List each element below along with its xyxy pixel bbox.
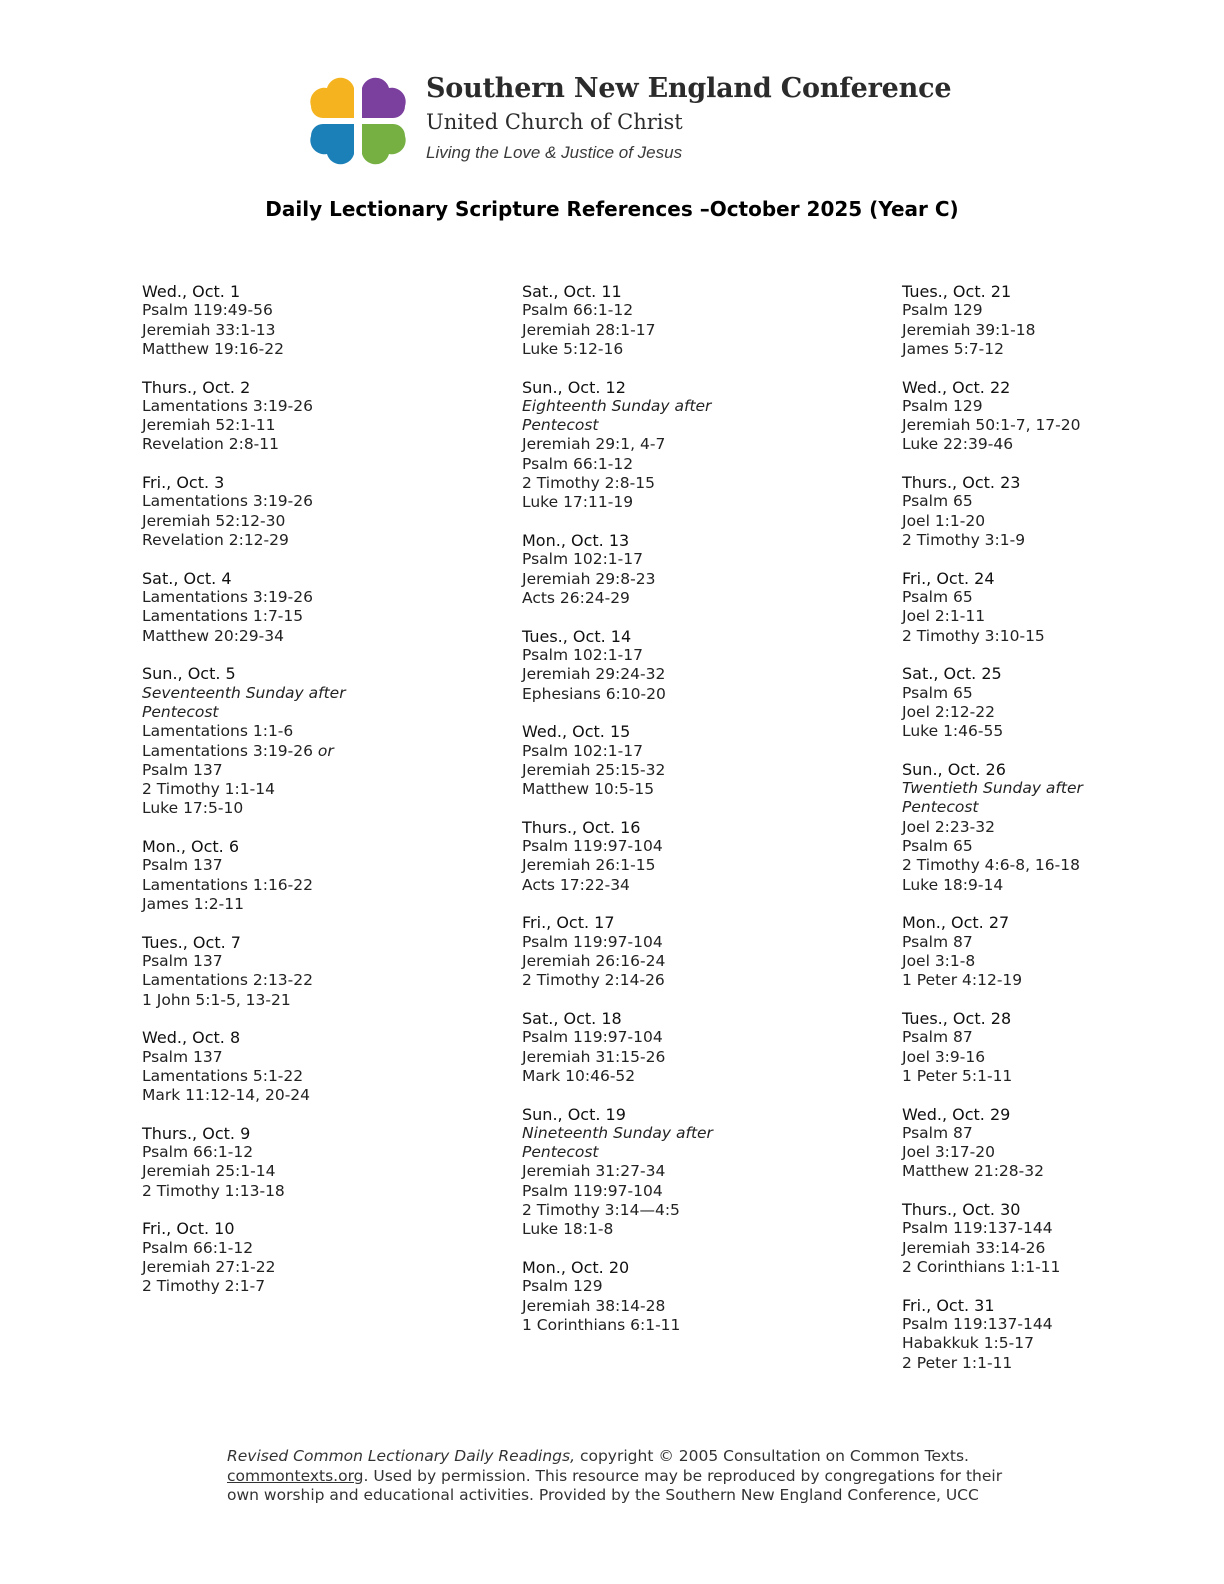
scripture-reference: Joel 3:17-20 bbox=[902, 1143, 995, 1162]
scripture-reference: Luke 5:12-16 bbox=[522, 339, 624, 358]
day-entry bbox=[522, 818, 862, 895]
footer-source-title: Revised Common Lectionary Daily Readings, bbox=[227, 1447, 576, 1465]
day-heading: Thurs., Oct. 16 bbox=[522, 817, 641, 837]
scripture-reference: Matthew 20:29-34 bbox=[142, 626, 284, 645]
day-heading: Wed., Oct. 8 bbox=[142, 1028, 241, 1048]
scripture-reference: Joel 3:1-8 bbox=[902, 951, 976, 970]
scripture-reference: Psalm 137 bbox=[142, 951, 223, 970]
scripture-reference: Psalm 66:1-12 bbox=[142, 1143, 254, 1162]
day-heading: Mon., Oct. 27 bbox=[902, 913, 1010, 933]
day-heading: Mon., Oct. 20 bbox=[522, 1257, 630, 1277]
day-heading: Thurs., Oct. 2 bbox=[142, 377, 251, 397]
scripture-reference: Psalm 119:137-144 bbox=[902, 1314, 1053, 1333]
scripture-reference: Lamentations 3:19-26 bbox=[142, 588, 313, 607]
scripture-reference: Joel 3:9-16 bbox=[902, 1047, 986, 1066]
scripture-reference: Psalm 137 bbox=[142, 856, 223, 875]
scripture-reference: Lamentations 1:1-6 bbox=[142, 722, 294, 741]
scripture-reference: 2 Timothy 2:14-26 bbox=[522, 971, 665, 990]
day-entry bbox=[522, 1009, 862, 1086]
day-heading: Tues., Oct. 28 bbox=[902, 1008, 1012, 1028]
day-heading: Sun., Oct. 12 bbox=[522, 377, 626, 397]
scripture-reference: 1 Peter 5:1-11 bbox=[902, 1066, 1013, 1085]
scripture-reference: Psalm 66:1-12 bbox=[142, 1238, 254, 1257]
day-heading: Wed., Oct. 29 bbox=[902, 1104, 1011, 1124]
day-entry bbox=[902, 664, 1224, 741]
day-heading: Thurs., Oct. 9 bbox=[142, 1123, 251, 1143]
day-heading: Tues., Oct. 7 bbox=[142, 932, 241, 952]
day-entry bbox=[522, 1105, 862, 1240]
scripture-reference: 1 Corinthians 6:1-11 bbox=[522, 1315, 681, 1334]
scripture-reference: Jeremiah 31:15-26 bbox=[522, 1047, 666, 1066]
day-entry bbox=[902, 1296, 1224, 1373]
day-entry bbox=[902, 1105, 1224, 1182]
liturgical-day-note: Pentecost bbox=[902, 798, 979, 817]
scripture-reference: 2 Timothy 1:1-14 bbox=[142, 780, 275, 799]
scripture-reference: Jeremiah 29:24-32 bbox=[522, 665, 666, 684]
scripture-reference: Ephesians 6:10-20 bbox=[522, 684, 666, 703]
scripture-reference: Joel 2:1-11 bbox=[902, 607, 986, 626]
scripture-reference: Psalm 102:1-17 bbox=[522, 550, 643, 569]
day-entry bbox=[902, 378, 1224, 455]
day-entry bbox=[522, 282, 862, 359]
scripture-reference: Luke 17:11-19 bbox=[522, 493, 634, 512]
scripture-reference: Acts 26:24-29 bbox=[522, 588, 630, 607]
scripture-reference: Luke 17:5-10 bbox=[142, 799, 244, 818]
day-heading: Fri., Oct. 10 bbox=[142, 1219, 235, 1239]
scripture-reference: Jeremiah 31:27-34 bbox=[522, 1162, 666, 1181]
day-heading: Wed., Oct. 22 bbox=[902, 377, 1011, 397]
day-entry bbox=[522, 722, 862, 799]
day-entry bbox=[522, 531, 862, 608]
org-name: Southern New England Conference bbox=[426, 73, 952, 104]
day-entry bbox=[522, 378, 862, 513]
scripture-reference: Psalm 129 bbox=[522, 1277, 603, 1296]
day-entry bbox=[142, 664, 482, 818]
scripture-reference: Lamentations 1:16-22 bbox=[142, 875, 313, 894]
day-entry bbox=[902, 913, 1224, 990]
day-heading: Fri., Oct. 17 bbox=[522, 913, 615, 933]
scripture-reference: Lamentations 5:1-22 bbox=[142, 1066, 304, 1085]
scripture-reference: Luke 22:39-46 bbox=[902, 435, 1014, 454]
day-heading: Sat., Oct. 4 bbox=[142, 568, 232, 588]
scripture-reference: 2 Corinthians 1:1-11 bbox=[902, 1257, 1061, 1276]
day-heading: Wed., Oct. 1 bbox=[142, 282, 241, 301]
scripture-reference: Jeremiah 27:1-22 bbox=[142, 1257, 276, 1276]
day-heading: Fri., Oct. 31 bbox=[902, 1295, 995, 1315]
day-entry bbox=[522, 913, 862, 990]
day-heading: Fri., Oct. 3 bbox=[142, 473, 225, 493]
scripture-reference: Habakkuk 1:5-17 bbox=[902, 1334, 1034, 1353]
scripture-reference: Joel 2:23-32 bbox=[902, 817, 995, 836]
scripture-reference: Jeremiah 29:1, 4-7 bbox=[522, 435, 666, 454]
logo-heart-purple bbox=[362, 78, 406, 118]
scripture-reference: Jeremiah 28:1-17 bbox=[522, 320, 656, 339]
scripture-reference: Jeremiah 33:14-26 bbox=[902, 1238, 1046, 1257]
liturgical-day-note: Eighteenth Sunday after bbox=[522, 396, 712, 415]
day-entry bbox=[142, 837, 482, 914]
reading-column-2 bbox=[522, 282, 862, 1354]
scripture-reference: Lamentations 3:19-26 or bbox=[142, 741, 334, 760]
scripture-reference: Psalm 102:1-17 bbox=[522, 741, 643, 760]
alternate-marker: or bbox=[312, 741, 334, 760]
liturgical-day-note: Seventeenth Sunday after bbox=[142, 683, 346, 702]
logo-area bbox=[305, 66, 952, 178]
scripture-reference: Psalm 119:97-104 bbox=[522, 1028, 663, 1047]
scripture-reference: Matthew 10:5-15 bbox=[522, 780, 655, 799]
scripture-reference: Acts 17:22-34 bbox=[522, 875, 630, 894]
scripture-reference: Joel 2:12-22 bbox=[902, 702, 995, 721]
scripture-reference: Psalm 119:97-104 bbox=[522, 1181, 663, 1200]
scripture-reference: Revelation 2:8-11 bbox=[142, 435, 280, 454]
org-tagline: Living the Love & Justice of Jesus bbox=[426, 143, 683, 162]
scripture-reference: Mark 10:46-52 bbox=[522, 1066, 636, 1085]
scripture-reference: Psalm 137 bbox=[142, 760, 223, 779]
logo-heart-blue bbox=[310, 124, 354, 164]
scripture-reference: Jeremiah 33:1-13 bbox=[142, 320, 276, 339]
day-entry bbox=[902, 1200, 1224, 1277]
footer-copyright: copyright © 2005 Consultation on Common Texts. bbox=[575, 1447, 969, 1465]
footer-permission-1: . Used by permission. This resource may be reproduced by congregations for their bbox=[363, 1466, 1003, 1485]
scripture-reference: Jeremiah 26:16-24 bbox=[522, 951, 666, 970]
logo-text bbox=[426, 72, 951, 168]
scripture-reference: 2 Peter 1:1-11 bbox=[902, 1353, 1013, 1372]
scripture-reference: Psalm 66:1-12 bbox=[522, 301, 634, 320]
scripture-reference: Matthew 21:28-32 bbox=[902, 1162, 1044, 1181]
day-entry bbox=[142, 1219, 482, 1296]
reading-column-1 bbox=[142, 282, 482, 1315]
commontexts-link[interactable]: commontexts.org bbox=[227, 1466, 364, 1485]
day-heading: Mon., Oct. 13 bbox=[522, 531, 630, 551]
day-heading: Sun., Oct. 5 bbox=[142, 664, 236, 684]
scripture-reference: Jeremiah 26:1-15 bbox=[522, 856, 656, 875]
day-heading: Tues., Oct. 14 bbox=[522, 626, 632, 646]
scripture-reference: 2 Timothy 4:6-8, 16-18 bbox=[902, 856, 1080, 875]
scripture-reference: Jeremiah 38:14-28 bbox=[522, 1296, 666, 1315]
scripture-reference: Jeremiah 25:15-32 bbox=[522, 760, 666, 779]
day-heading: Wed., Oct. 15 bbox=[522, 722, 631, 742]
day-entry bbox=[142, 473, 482, 550]
day-entry bbox=[142, 1124, 482, 1201]
scripture-reference: Psalm 119:97-104 bbox=[522, 932, 663, 951]
scripture-reference: Psalm 65 bbox=[902, 837, 973, 856]
footer-credits bbox=[227, 1447, 1087, 1506]
scripture-reference: Lamentations 3:19-26 bbox=[142, 492, 313, 511]
day-entry bbox=[902, 282, 1224, 359]
scripture-reference: 2 Timothy 2:1-7 bbox=[142, 1277, 266, 1296]
scripture-reference: James 1:2-11 bbox=[142, 894, 244, 913]
scripture-reference: Psalm 66:1-12 bbox=[522, 454, 634, 473]
footer-permission-2: own worship and educational activities. Provided by the Southern New England Conference, UCC bbox=[227, 1486, 979, 1505]
liturgical-day-note: Pentecost bbox=[522, 1143, 599, 1162]
scripture-reference: 2 Timothy 3:10-15 bbox=[902, 626, 1045, 645]
scripture-reference: Psalm 119:137-144 bbox=[902, 1219, 1053, 1238]
day-entry bbox=[142, 282, 482, 359]
conference-logo bbox=[305, 66, 411, 172]
scripture-reference: Psalm 65 bbox=[902, 683, 973, 702]
scripture-reference: Matthew 19:16-22 bbox=[142, 339, 284, 358]
day-heading: Sun., Oct. 26 bbox=[902, 759, 1006, 779]
scripture-reference: 2 Timothy 3:1-9 bbox=[902, 531, 1026, 550]
scripture-reference: Joel 1:1-20 bbox=[902, 511, 986, 530]
day-heading: Fri., Oct. 24 bbox=[902, 568, 995, 588]
scripture-reference: Jeremiah 52:1-11 bbox=[142, 416, 276, 435]
day-entry bbox=[142, 569, 482, 646]
scripture-reference: Psalm 129 bbox=[902, 396, 983, 415]
scripture-reference: Psalm 65 bbox=[902, 588, 973, 607]
day-heading: Tues., Oct. 21 bbox=[902, 282, 1012, 301]
day-entry bbox=[522, 627, 862, 704]
reading-column-3 bbox=[902, 282, 1224, 1391]
scripture-reference: Psalm 87 bbox=[902, 1123, 973, 1142]
day-entry bbox=[142, 933, 482, 1010]
scripture-reference: Psalm 119:97-104 bbox=[522, 837, 663, 856]
scripture-reference: Luke 1:46-55 bbox=[902, 722, 1004, 741]
scripture-reference: Psalm 129 bbox=[902, 301, 983, 320]
page-title: Daily Lectionary Scripture References –October 2025 (Year C) bbox=[265, 197, 959, 221]
day-entry bbox=[142, 1028, 482, 1105]
scripture-reference: Lamentations 2:13-22 bbox=[142, 971, 313, 990]
scripture-reference: 2 Timothy 1:13-18 bbox=[142, 1181, 285, 1200]
scripture-reference: Lamentations 1:7-15 bbox=[142, 607, 304, 626]
scripture-reference: Revelation 2:12-29 bbox=[142, 531, 289, 550]
day-heading: Sat., Oct. 25 bbox=[902, 664, 1002, 684]
scripture-reference: 2 Timothy 2:8-15 bbox=[522, 474, 655, 493]
scripture-reference: Lamentations 3:19-26 bbox=[142, 396, 313, 415]
day-heading: Thurs., Oct. 23 bbox=[902, 473, 1021, 493]
day-entry bbox=[902, 569, 1224, 646]
scripture-reference: Jeremiah 29:8-23 bbox=[522, 569, 656, 588]
day-heading: Thurs., Oct. 30 bbox=[902, 1200, 1021, 1220]
day-entry bbox=[902, 760, 1224, 895]
scripture-reference: 1 John 5:1-5, 13-21 bbox=[142, 990, 291, 1009]
logo-heart-yellow bbox=[310, 78, 354, 118]
scripture-reference: Psalm 119:49-56 bbox=[142, 301, 273, 320]
scripture-reference: Jeremiah 39:1-18 bbox=[902, 320, 1036, 339]
liturgical-day-note: Nineteenth Sunday after bbox=[522, 1123, 713, 1142]
scripture-reference: Jeremiah 25:1-14 bbox=[142, 1162, 276, 1181]
logo-heart-green bbox=[362, 124, 406, 164]
scripture-reference: Jeremiah 52:12-30 bbox=[142, 511, 286, 530]
scripture-reference: Psalm 65 bbox=[902, 492, 973, 511]
day-heading: Sat., Oct. 11 bbox=[522, 282, 622, 301]
scripture-reference: James 5:7-12 bbox=[902, 339, 1004, 358]
day-heading: Sun., Oct. 19 bbox=[522, 1104, 626, 1124]
scripture-reference: Mark 11:12-14, 20-24 bbox=[142, 1086, 311, 1105]
scripture-reference: Jeremiah 50:1-7, 17-20 bbox=[902, 416, 1081, 435]
day-entry bbox=[902, 473, 1224, 550]
scripture-reference: Psalm 87 bbox=[902, 1028, 973, 1047]
scripture-reference: Psalm 87 bbox=[902, 932, 973, 951]
scripture-reference: Psalm 102:1-17 bbox=[522, 645, 643, 664]
day-entry bbox=[902, 1009, 1224, 1086]
day-heading: Sat., Oct. 18 bbox=[522, 1008, 622, 1028]
scripture-reference: 1 Peter 4:12-19 bbox=[902, 971, 1023, 990]
day-entry bbox=[522, 1258, 862, 1335]
scripture-reference: Luke 18:9-14 bbox=[902, 875, 1004, 894]
day-heading: Mon., Oct. 6 bbox=[142, 837, 240, 857]
org-subtitle: United Church of Christ bbox=[426, 110, 683, 134]
liturgical-day-note: Pentecost bbox=[142, 702, 219, 721]
day-entry bbox=[142, 378, 482, 455]
liturgical-day-note: Twentieth Sunday after bbox=[902, 779, 1083, 798]
scripture-reference: Luke 18:1-8 bbox=[522, 1220, 614, 1239]
liturgical-day-note: Pentecost bbox=[522, 416, 599, 435]
scripture-reference: Psalm 137 bbox=[142, 1047, 223, 1066]
scripture-reference: 2 Timothy 3:14—4:5 bbox=[522, 1201, 680, 1219]
